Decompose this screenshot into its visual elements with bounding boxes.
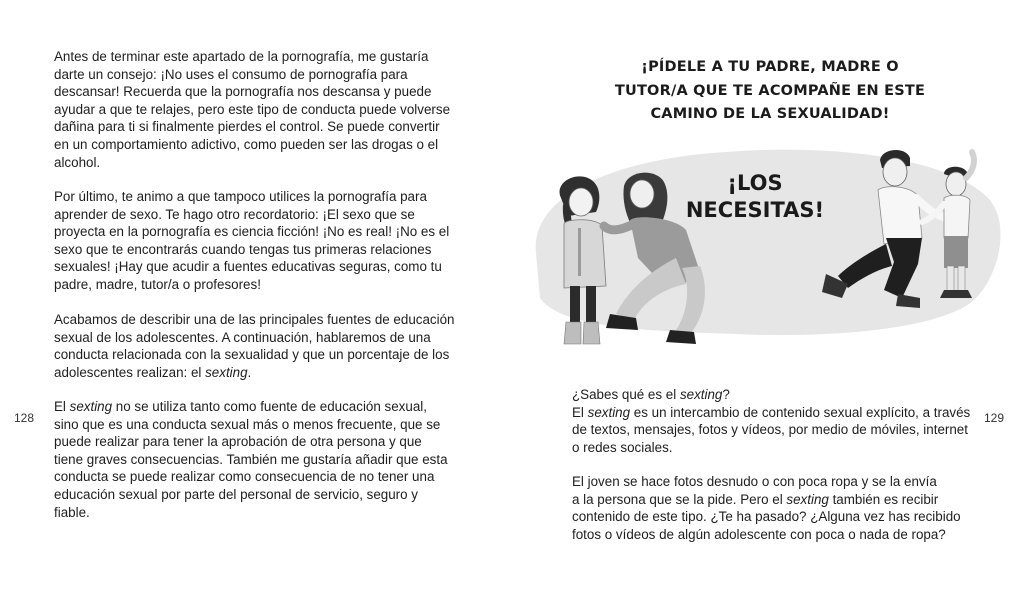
text-run: es un intercambio de contenido sexual explícito, a través xyxy=(630,404,971,420)
text-line: El joven se hace fotos desnudo o con poca ropa y se la envía xyxy=(572,474,937,489)
paragraph-question xyxy=(572,386,970,456)
italic-term: sexting xyxy=(587,404,631,420)
italic-term: sexting xyxy=(69,399,113,414)
text-line: darte un consejo: ¡No uses el consumo de pornografía para xyxy=(54,66,408,82)
text-run: no se utiliza tanto como fuente de educación sexual, xyxy=(112,399,427,414)
text-line: alcohol. xyxy=(54,154,101,170)
text-run: . xyxy=(247,364,252,380)
text-run: también es recibir xyxy=(828,491,939,507)
text-line: sexuales! ¡Hay que acudir a fuentes educativas seguras, como tu xyxy=(54,259,442,275)
text-line: conducta se puede realizar como consecuencia de no tener una xyxy=(54,469,435,485)
paragraph-example xyxy=(572,473,961,543)
text-line: Acabamos de describir una de las principales fuentes de educación xyxy=(54,312,455,327)
text-line: o redes sociales. xyxy=(572,439,673,455)
callout-line: ¡LOS xyxy=(727,171,783,195)
callout-illustration-text xyxy=(670,170,840,224)
text-line: descansar! Recuerda que la pornografía nos descansa y puede xyxy=(54,84,432,100)
text-line: tiene graves consecuencias. También me gustaría añadir que esta xyxy=(54,451,448,467)
callout-line: ¡PÍDELE A TU PADRE, MADRE O xyxy=(641,59,899,75)
text-line xyxy=(572,491,961,509)
callout-heading xyxy=(600,56,940,127)
paragraph-advice xyxy=(54,48,450,171)
text-line: sino que es una conducta sexual más o menos frecuente, que se xyxy=(54,416,441,432)
text-line: educación sexual por parte del personal de servicio, seguro y xyxy=(54,486,418,502)
text-line: Antes de terminar este apartado de la pornografía, me gustaría xyxy=(54,49,429,64)
text-line xyxy=(54,364,454,382)
callout-line: CAMINO DE LA SEXUALIDAD! xyxy=(650,106,890,122)
text-run: adolescentes realizan: el xyxy=(54,364,206,380)
text-line: fotos o vídeos de algún adolescente con poca o nada de ropa? xyxy=(572,526,946,542)
text-line: de textos, mensajes, fotos y vídeos, por medio de móviles, internet xyxy=(572,422,968,438)
callout-line: NECESITAS! xyxy=(685,198,825,222)
text-line: sexo que te encontrarás cuando tengas tus primeras relaciones xyxy=(54,241,432,257)
text-line: contenido de este tipo. ¿Te ha pasado? ¿Alguna vez has recibido xyxy=(572,509,961,525)
text-run: a la persona que se la pide. Pero el xyxy=(572,491,787,507)
text-line: proyecta en la pornografía es ciencia ficción! ¡No es real! ¡No es el xyxy=(54,224,450,240)
italic-term: sexting xyxy=(205,364,248,380)
text-run: ? xyxy=(722,387,730,402)
text-line: aprender de sexo. Te hago otro recordatorio: ¡El sexo que se xyxy=(54,206,415,222)
text-line: padre, madre, tutor/a o profesores! xyxy=(54,276,261,292)
text-line: dañina para ti si finalmente pierdes el control. Se puede convertir xyxy=(54,119,440,135)
text-line xyxy=(572,386,970,404)
text-line: puede realizar para tener la aprobación de otra persona y que xyxy=(54,434,422,450)
right-page xyxy=(510,0,1020,601)
text-line xyxy=(54,398,448,416)
italic-term: sexting xyxy=(679,387,723,402)
page-number: 129 xyxy=(984,411,1005,425)
text-line: fiable. xyxy=(54,504,90,520)
text-line: en un comportamiento adictivo, como pueden ser las drogas o el xyxy=(54,136,439,152)
text-line: Por último, te animo a que tampoco utilices la pornografía para xyxy=(54,189,427,204)
italic-term: sexting xyxy=(786,491,829,507)
text-run: ¿Sabes qué es el xyxy=(572,387,680,402)
text-line: sexual de los adolescentes. A continuación, hablaremos de una xyxy=(54,329,431,345)
text-line: ayudar a que te relajes, pero este tipo de conducta puede volverse xyxy=(54,101,451,117)
text-run: El xyxy=(54,399,70,414)
paragraph-sources xyxy=(54,311,454,381)
text-line xyxy=(572,404,970,422)
paragraph-sexting-intro xyxy=(54,398,448,521)
text-line: conducta relacionada con la sexualidad y que un porcentaje de los xyxy=(54,347,450,363)
text-run: El xyxy=(572,404,588,420)
page-number: 128 xyxy=(14,411,35,425)
callout-line: TUTOR/A QUE TE ACOMPAÑE EN ESTE xyxy=(614,82,926,99)
paragraph-learning xyxy=(54,188,449,294)
